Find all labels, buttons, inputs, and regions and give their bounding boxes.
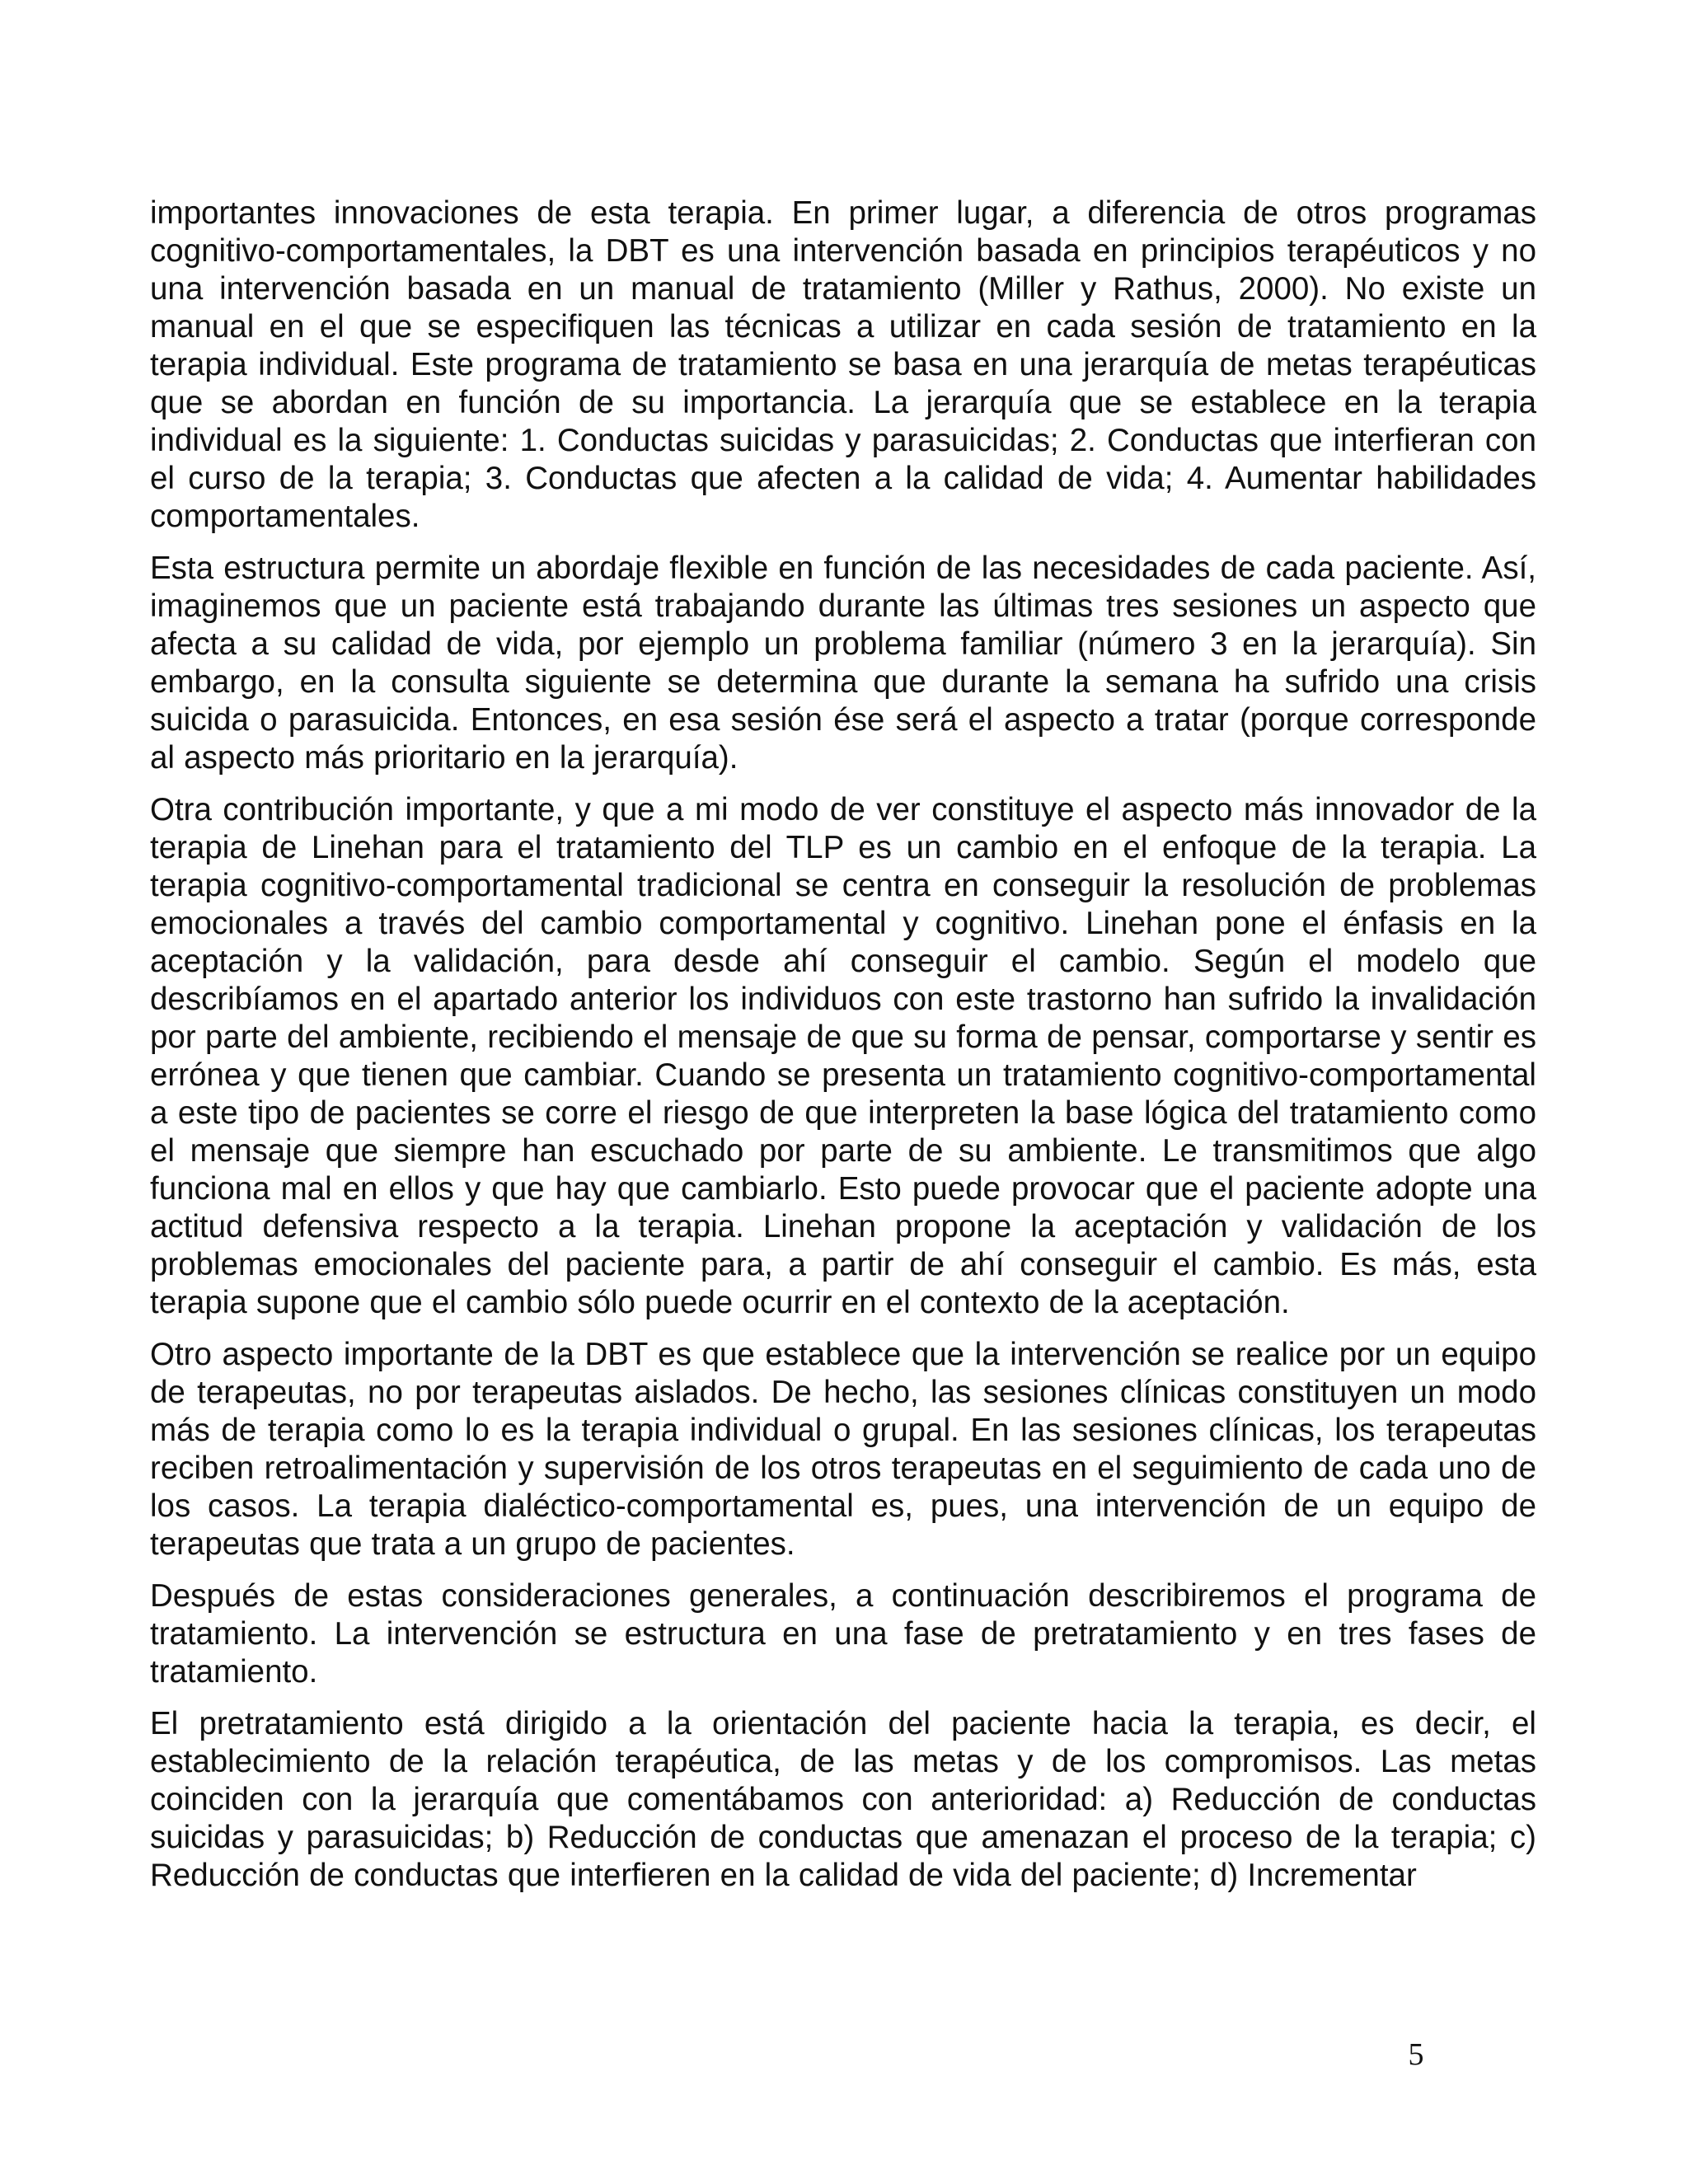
paragraph: Otro aspecto importante de la DBT es que establece que la intervención se realice por un equipo de terapeutas, no por terapeutas aislados. De hecho, las sesiones clínicas constituyen un modo más de terapia como lo es la terapia individual o grupal. En las sesiones clínicas, los terapeutas reciben retroalimentación y supervisión de los otros terapeutas en el seguimiento de cada uno de los casos. La terapia dialéctico-comportamental es, pues, una intervención de un equipo de terapeutas que trata a un grupo de pacientes.: [150, 1337, 1536, 1562]
paragraph: El pretratamiento está dirigido a la orientación del paciente hacia la terapia, es decir, el establecimiento de la relación terapéutica, de las metas y de los compromisos. Las metas coinciden con la jerarquía que comentábamos con anterioridad: a) Reducción de conductas suicidas y parasuicidas; b) Reducción de conductas que amenazan el proceso de la terapia; c) Reducción de conductas que interfieren en la calidad de vida del paciente; d) Incrementar: [150, 1706, 1536, 1893]
page-number: 5: [1408, 2037, 1424, 2072]
paragraph: Esta estructura permite un abordaje flexible en función de las necesidades de cada paciente. Así, imaginemos que un paciente está trabajando durante las últimas tres sesiones un aspecto que afecta a su calidad de vida, por ejemplo un problema familiar (número 3 en la jerarquía). Sin embargo, en la consulta siguiente se determina que durante la semana ha sufrido una crisis suicida o parasuicida. Entonces, en esa sesión ése será el aspecto a tratar (porque corresponde al aspecto más prioritario en la jerarquía).: [150, 551, 1536, 776]
paragraph: Después de estas consideraciones generales, a continuación describiremos el programa de tratamiento. La intervención se estructura en una fase de pretratamiento y en tres fases de tratamiento.: [150, 1578, 1536, 1690]
paragraph: importantes innovaciones de esta terapia. En primer lugar, a diferencia de otros programas cognitivo-comportamentales, la DBT es una intervención basada en principios terapéuticos y no una intervención basada en un manual de tratamiento (Miller y Rathus, 2000). No existe un manual en el que se especifiquen las técnicas a utilizar en cada sesión de tratamiento en la terapia individual. Este programa de tratamiento se basa en una jerarquía de metas terapéuticas que se abordan en función de su importancia. La jerarquía que se establece en la terapia individual es la siguiente: 1. Conductas suicidas y parasuicidas; 2. Conductas que interfieran con el curso de la terapia; 3. Conductas que afecten a la calidad de vida; 4. Aumentar habilidades comportamentales.: [150, 195, 1536, 534]
paragraph: Otra contribución importante, y que a mi modo de ver constituye el aspecto más innovador de la terapia de Linehan para el tratamiento del TLP es un cambio en el enfoque de la terapia. La terapia cognitivo-comportamental tradicional se centra en conseguir la resolución de problemas emocionales a través del cambio comportamental y cognitivo. Linehan pone el énfasis en la aceptación y la validación, para desde ahí conseguir el cambio. Según el modelo que describíamos en el apartado anterior los individuos con este trastorno han sufrido la invalidación por parte del ambiente, recibiendo el mensaje de que su forma de pensar, comportarse y sentir es errónea y que tienen que cambiar. Cuando se presenta un tratamiento cognitivo-comportamental a este tipo de pacientes se corre el riesgo de que interpreten la base lógica del tratamiento como el mensaje que siempre han escuchado por parte de su ambiente. Le transmitimos que algo funciona mal en ellos y que hay que cambiarlo. Esto puede provocar que el paciente adopte una actitud defensiva respecto a la terapia. Linehan propone la aceptación y validación de los problemas emocionales del paciente para, a partir de ahí conseguir el cambio. Es más, esta terapia supone que el cambio sólo puede ocurrir en el contexto de la aceptación.: [150, 792, 1536, 1320]
body-text: [150, 194, 1536, 1909]
